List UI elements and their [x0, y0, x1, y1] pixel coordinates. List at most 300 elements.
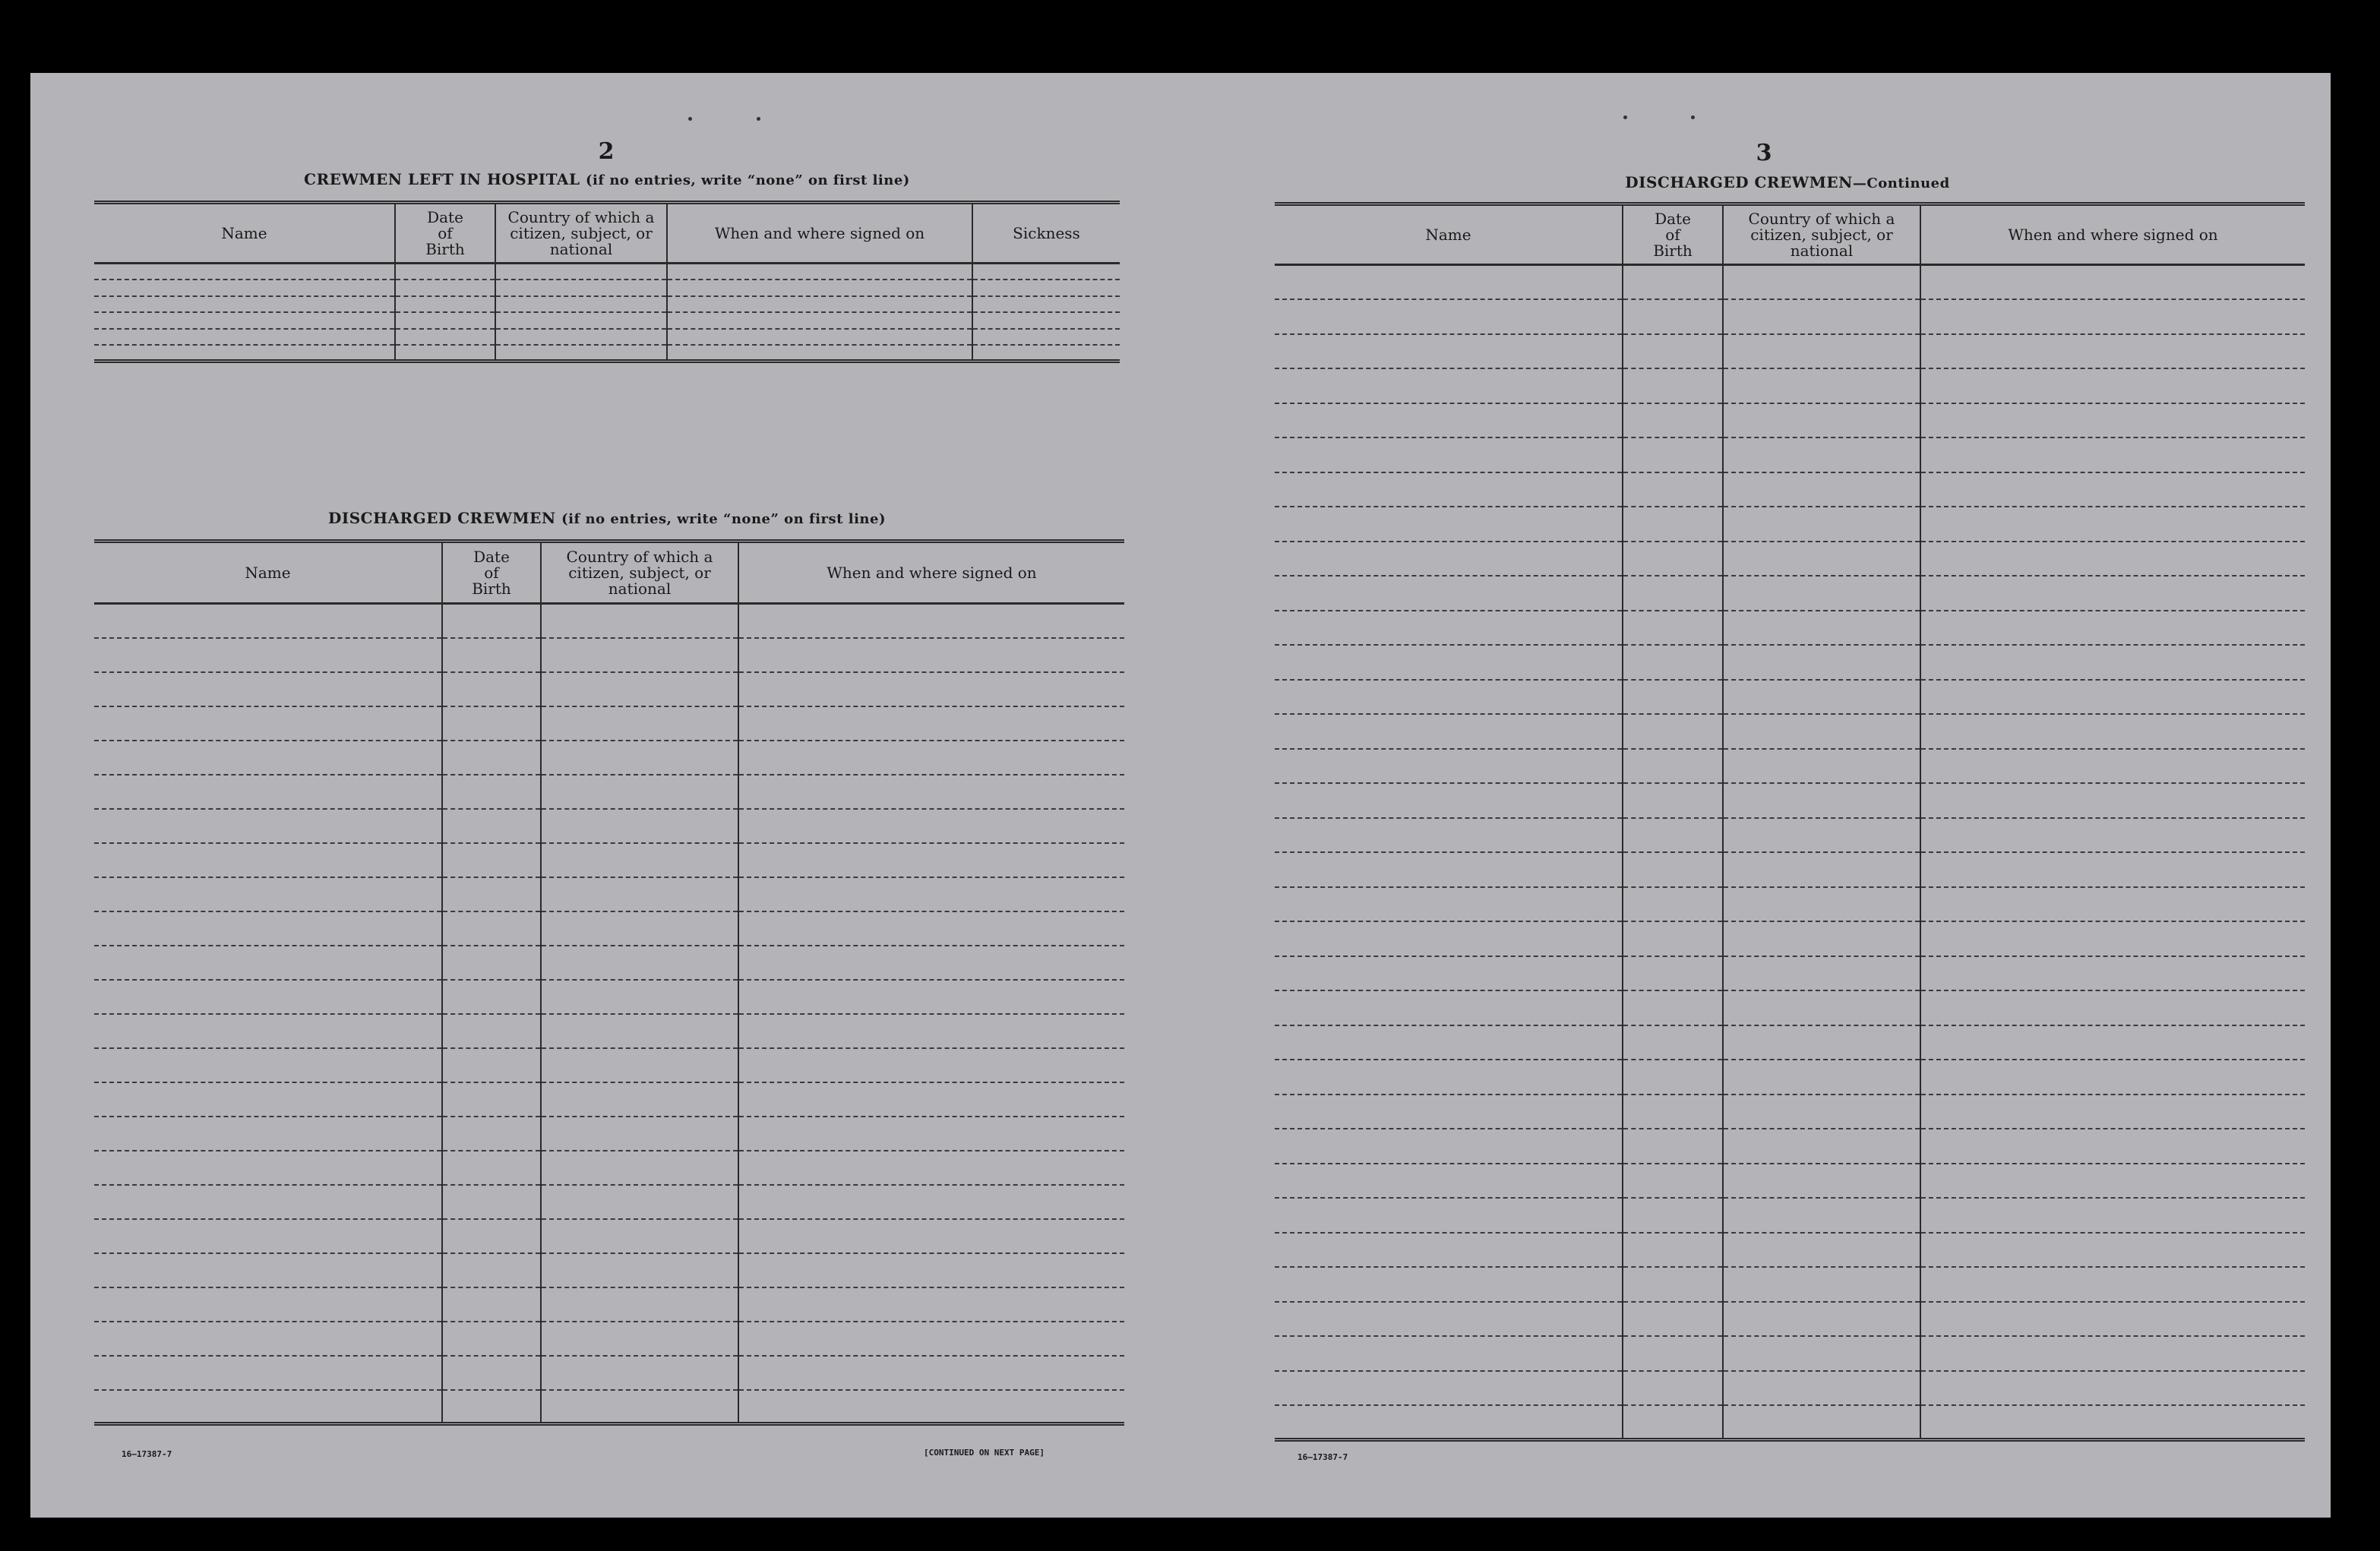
blank-entry-cell[interactable]	[94, 1082, 442, 1117]
blank-entry-cell[interactable]	[1275, 438, 1623, 472]
blank-entry-cell[interactable]	[94, 809, 442, 843]
blank-entry-cell[interactable]	[442, 1117, 541, 1151]
column-header: Country of which a citizen, subject, or national	[541, 542, 738, 604]
blank-entry-cell[interactable]	[395, 264, 495, 280]
blank-entry-cell[interactable]	[1275, 852, 1623, 887]
table-row	[94, 1390, 1124, 1424]
blank-entry-cell[interactable]	[1275, 334, 1623, 369]
blank-entry-cell[interactable]	[94, 312, 395, 329]
blank-entry-cell[interactable]	[442, 706, 541, 741]
blank-entry-cell[interactable]	[94, 264, 395, 280]
blank-entry-cell[interactable]	[1623, 299, 1723, 334]
blank-entry-cell[interactable]	[738, 911, 1124, 946]
blank-entry-cell[interactable]	[1623, 1060, 1723, 1095]
blank-entry-cell[interactable]	[1275, 1198, 1623, 1233]
blank-entry-cell[interactable]	[541, 1219, 738, 1253]
table-row	[1275, 403, 2305, 438]
blank-entry-cell[interactable]	[738, 1287, 1124, 1322]
blank-entry-cell[interactable]	[1920, 1095, 2305, 1129]
blank-entry-cell[interactable]	[738, 1185, 1124, 1219]
blank-entry-cell[interactable]	[1920, 334, 2305, 369]
blank-entry-cell[interactable]	[1275, 1060, 1623, 1095]
blank-entry-cell[interactable]	[442, 911, 541, 946]
blank-entry-cell[interactable]	[1275, 645, 1623, 680]
blank-entry-cell[interactable]	[1275, 921, 1623, 956]
blank-entry-cell[interactable]	[442, 1253, 541, 1287]
blank-entry-cell[interactable]	[395, 280, 495, 296]
blank-entry-cell[interactable]	[738, 1014, 1124, 1048]
blank-entry-cell[interactable]	[1723, 334, 1920, 369]
blank-entry-cell[interactable]	[1920, 1164, 2305, 1199]
blank-entry-cell[interactable]	[972, 329, 1120, 346]
blank-entry-cell[interactable]	[395, 345, 495, 362]
blank-entry-cell[interactable]	[541, 1287, 738, 1322]
blank-entry-cell[interactable]	[541, 1151, 738, 1185]
blank-entry-cell[interactable]	[442, 877, 541, 911]
blank-entry-cell[interactable]	[738, 980, 1124, 1014]
blank-entry-cell[interactable]	[1275, 749, 1623, 784]
blank-entry-cell[interactable]	[541, 1117, 738, 1151]
blank-entry-cell[interactable]	[738, 809, 1124, 843]
blank-entry-cell[interactable]	[1623, 680, 1723, 715]
table-row	[94, 741, 1124, 775]
blank-entry-cell[interactable]	[1920, 1060, 2305, 1095]
title-suffix: —Continued	[1852, 175, 1950, 191]
blank-entry-cell[interactable]	[738, 741, 1124, 775]
blank-entry-cell[interactable]	[1275, 818, 1623, 853]
blank-entry-cell[interactable]	[1920, 1302, 2305, 1337]
blank-entry-cell[interactable]	[442, 604, 541, 638]
blank-entry-cell[interactable]	[395, 329, 495, 346]
blank-entry-cell[interactable]	[1623, 265, 1723, 300]
blank-entry-cell[interactable]	[94, 280, 395, 296]
blank-entry-cell[interactable]	[541, 741, 738, 775]
blank-entry-cell[interactable]	[1275, 680, 1623, 715]
blank-entry-cell[interactable]	[94, 672, 442, 706]
blank-entry-cell[interactable]	[1623, 887, 1723, 922]
blank-entry-cell[interactable]	[1275, 299, 1623, 334]
blank-entry-cell[interactable]	[1623, 1302, 1723, 1337]
blank-entry-cell[interactable]	[1723, 645, 1920, 680]
blank-entry-cell[interactable]	[1275, 783, 1623, 818]
blank-entry-cell[interactable]	[1723, 852, 1920, 887]
blank-entry-cell[interactable]	[94, 1287, 442, 1322]
blank-entry-cell[interactable]	[1920, 783, 2305, 818]
blank-entry-cell[interactable]	[442, 1048, 541, 1082]
blank-entry-cell[interactable]	[541, 877, 738, 911]
blank-entry-cell[interactable]	[442, 672, 541, 706]
blank-entry-cell[interactable]	[1723, 576, 1920, 611]
blank-entry-cell[interactable]	[1623, 334, 1723, 369]
blank-entry-cell[interactable]	[94, 706, 442, 741]
table-row	[1275, 472, 2305, 507]
blank-entry-cell[interactable]	[667, 312, 972, 329]
discharged-continued-title	[1275, 173, 2300, 191]
blank-entry-cell[interactable]	[738, 1117, 1124, 1151]
blank-entry-cell[interactable]	[1723, 921, 1920, 956]
blank-entry-cell[interactable]	[1623, 818, 1723, 853]
blank-entry-cell[interactable]	[1275, 887, 1623, 922]
blank-entry-cell[interactable]	[541, 843, 738, 877]
blank-entry-cell[interactable]	[1920, 542, 2305, 576]
blank-entry-cell[interactable]	[1723, 990, 1920, 1025]
blank-entry-cell[interactable]	[1920, 299, 2305, 334]
table-row	[1275, 1371, 2305, 1406]
blank-entry-cell[interactable]	[1623, 783, 1723, 818]
section-heading: CREWMEN LEFT IN HOSPITAL	[304, 170, 580, 188]
blank-entry-cell[interactable]	[442, 1151, 541, 1185]
blank-entry-cell[interactable]	[1623, 438, 1723, 472]
blank-entry-cell[interactable]	[1623, 921, 1723, 956]
blank-entry-cell[interactable]	[1623, 542, 1723, 576]
blank-entry-cell[interactable]	[541, 1356, 738, 1390]
blank-entry-cell[interactable]	[442, 1287, 541, 1322]
blank-entry-cell[interactable]	[738, 775, 1124, 809]
table-row	[1275, 1025, 2305, 1060]
blank-entry-cell[interactable]	[1920, 921, 2305, 956]
blank-entry-cell[interactable]	[1275, 403, 1623, 438]
blank-entry-cell[interactable]	[541, 775, 738, 809]
blank-entry-cell[interactable]	[1920, 1405, 2305, 1440]
blank-entry-cell[interactable]	[1723, 680, 1920, 715]
blank-entry-cell[interactable]	[94, 345, 395, 362]
blank-entry-cell[interactable]	[1920, 887, 2305, 922]
blank-entry-cell[interactable]	[738, 946, 1124, 980]
blank-entry-cell[interactable]	[442, 775, 541, 809]
blank-entry-cell[interactable]	[1623, 749, 1723, 784]
blank-entry-cell[interactable]	[541, 1253, 738, 1287]
blank-entry-cell[interactable]	[442, 1219, 541, 1253]
blank-entry-cell[interactable]	[1623, 403, 1723, 438]
blank-entry-cell[interactable]	[1275, 1371, 1623, 1406]
blank-entry-cell[interactable]	[1275, 542, 1623, 576]
blank-entry-cell[interactable]	[495, 345, 667, 362]
table-row	[1275, 818, 2305, 853]
blank-entry-cell[interactable]	[495, 296, 667, 313]
blank-entry-cell[interactable]	[395, 296, 495, 313]
blank-entry-cell[interactable]	[541, 809, 738, 843]
blank-entry-cell[interactable]	[738, 706, 1124, 741]
blank-entry-cell[interactable]	[94, 741, 442, 775]
blank-entry-cell[interactable]	[1275, 265, 1623, 300]
blank-entry-cell[interactable]	[1723, 1060, 1920, 1095]
blank-entry-cell[interactable]	[94, 604, 442, 638]
blank-entry-cell[interactable]	[94, 1390, 442, 1424]
blank-entry-cell[interactable]	[1275, 576, 1623, 611]
blank-entry-cell[interactable]	[1623, 1371, 1723, 1406]
blank-entry-cell[interactable]	[1920, 990, 2305, 1025]
blank-entry-cell[interactable]	[1723, 1336, 1920, 1371]
table-row	[1275, 783, 2305, 818]
blank-entry-cell[interactable]	[541, 946, 738, 980]
blank-entry-cell[interactable]	[1275, 1336, 1623, 1371]
table-row	[94, 1219, 1124, 1253]
blank-entry-cell[interactable]	[1723, 1405, 1920, 1440]
blank-entry-cell[interactable]	[1275, 472, 1623, 507]
blank-entry-cell[interactable]	[738, 1151, 1124, 1185]
blank-entry-cell[interactable]	[94, 1219, 442, 1253]
blank-entry-cell[interactable]	[1723, 749, 1920, 784]
blank-entry-cell[interactable]	[1920, 1198, 2305, 1233]
blank-entry-cell[interactable]	[1920, 1129, 2305, 1164]
blank-entry-cell[interactable]	[1275, 1025, 1623, 1060]
page-number: 3	[1756, 140, 1772, 166]
blank-entry-cell[interactable]	[667, 296, 972, 313]
blank-entry-cell[interactable]	[94, 329, 395, 346]
blank-entry-cell[interactable]	[1623, 1164, 1723, 1199]
table-header-row	[94, 542, 1124, 604]
blank-entry-cell[interactable]	[94, 877, 442, 911]
blank-entry-cell[interactable]	[495, 280, 667, 296]
blank-entry-cell[interactable]	[1920, 265, 2305, 300]
blank-entry-cell[interactable]	[94, 1356, 442, 1390]
blank-entry-cell[interactable]	[667, 329, 972, 346]
blank-entry-cell[interactable]	[94, 1322, 442, 1356]
blank-entry-cell[interactable]	[1723, 887, 1920, 922]
blank-entry-cell[interactable]	[1623, 990, 1723, 1025]
blank-entry-cell[interactable]	[442, 1185, 541, 1219]
blank-entry-cell[interactable]	[1920, 1371, 2305, 1406]
blank-entry-cell[interactable]	[1623, 645, 1723, 680]
table-row	[1275, 507, 2305, 542]
punch-mark	[757, 117, 760, 121]
table-row	[94, 1117, 1124, 1151]
blank-entry-cell[interactable]	[1723, 368, 1920, 403]
blank-entry-cell[interactable]	[541, 1322, 738, 1356]
blank-entry-cell[interactable]	[541, 604, 738, 638]
blank-entry-cell[interactable]	[94, 1117, 442, 1151]
table-row	[1275, 368, 2305, 403]
blank-entry-cell[interactable]	[1275, 1302, 1623, 1337]
blank-entry-cell[interactable]	[667, 345, 972, 362]
blank-entry-cell[interactable]	[667, 264, 972, 280]
punch-mark	[688, 117, 692, 121]
blank-entry-cell[interactable]	[1920, 1267, 2305, 1302]
blank-entry-cell[interactable]	[1623, 611, 1723, 646]
blank-entry-cell[interactable]	[1723, 1371, 1920, 1406]
blank-entry-cell[interactable]	[1275, 714, 1623, 749]
blank-entry-cell[interactable]	[541, 1185, 738, 1219]
blank-entry-cell[interactable]	[442, 638, 541, 672]
blank-entry-cell[interactable]	[1723, 472, 1920, 507]
blank-entry-cell[interactable]	[1723, 1164, 1920, 1199]
blank-entry-cell[interactable]	[1920, 714, 2305, 749]
blank-entry-cell[interactable]	[1275, 1405, 1623, 1440]
blank-entry-cell[interactable]	[541, 1048, 738, 1082]
blank-entry-cell[interactable]	[1920, 645, 2305, 680]
blank-entry-cell[interactable]	[1623, 714, 1723, 749]
blank-entry-cell[interactable]	[972, 296, 1120, 313]
blank-entry-cell[interactable]	[1275, 990, 1623, 1025]
blank-entry-cell[interactable]	[495, 312, 667, 329]
blank-entry-cell[interactable]	[1623, 368, 1723, 403]
table-row	[1275, 1405, 2305, 1440]
blank-entry-cell[interactable]	[442, 946, 541, 980]
blank-entry-cell[interactable]	[94, 843, 442, 877]
blank-entry-cell[interactable]	[738, 1356, 1124, 1390]
column-header: When and where signed on	[738, 542, 1124, 604]
blank-entry-cell[interactable]	[1723, 956, 1920, 991]
blank-entry-cell[interactable]	[1623, 1267, 1723, 1302]
table-row	[1275, 334, 2305, 369]
blank-entry-cell[interactable]	[1275, 507, 1623, 542]
blank-entry-cell[interactable]	[1275, 1267, 1623, 1302]
blank-entry-cell[interactable]	[94, 1253, 442, 1287]
column-header: Name	[94, 542, 442, 604]
blank-entry-cell[interactable]	[1723, 1267, 1920, 1302]
blank-entry-cell[interactable]	[1920, 680, 2305, 715]
blank-entry-cell[interactable]	[1623, 852, 1723, 887]
blank-entry-cell[interactable]	[1623, 472, 1723, 507]
blank-entry-cell[interactable]	[1920, 1336, 2305, 1371]
table-row	[1275, 1060, 2305, 1095]
blank-entry-cell[interactable]	[1920, 956, 2305, 991]
blank-entry-cell[interactable]	[94, 1048, 442, 1082]
blank-entry-cell[interactable]	[972, 280, 1120, 296]
blank-entry-cell[interactable]	[1275, 368, 1623, 403]
blank-entry-cell[interactable]	[738, 1322, 1124, 1356]
blank-entry-cell[interactable]	[738, 877, 1124, 911]
blank-entry-cell[interactable]	[541, 638, 738, 672]
blank-entry-cell[interactable]	[738, 1048, 1124, 1082]
blank-entry-cell[interactable]	[972, 345, 1120, 362]
blank-entry-cell[interactable]	[1723, 1198, 1920, 1233]
table-row	[1275, 921, 2305, 956]
blank-entry-cell[interactable]	[738, 1219, 1124, 1253]
blank-entry-cell[interactable]	[1723, 438, 1920, 472]
blank-entry-cell[interactable]	[442, 1082, 541, 1117]
blank-entry-cell[interactable]	[1623, 1405, 1723, 1440]
blank-entry-cell[interactable]	[1920, 611, 2305, 646]
blank-entry-cell[interactable]	[495, 329, 667, 346]
table-row	[94, 604, 1124, 638]
blank-entry-cell[interactable]	[94, 1014, 442, 1048]
blank-entry-cell[interactable]	[1723, 299, 1920, 334]
blank-entry-cell[interactable]	[541, 980, 738, 1014]
form-number: 16—17387-7	[122, 1449, 172, 1459]
blank-entry-cell[interactable]	[1623, 576, 1723, 611]
table-row	[1275, 749, 2305, 784]
blank-entry-cell[interactable]	[1723, 1025, 1920, 1060]
blank-entry-cell[interactable]	[1920, 438, 2305, 472]
blank-entry-cell[interactable]	[1623, 507, 1723, 542]
blank-entry-cell[interactable]	[1920, 1025, 2305, 1060]
blank-entry-cell[interactable]	[1920, 507, 2305, 542]
table-row	[94, 775, 1124, 809]
blank-entry-cell[interactable]	[1623, 1336, 1723, 1371]
table-row	[94, 1253, 1124, 1287]
blank-entry-cell[interactable]	[541, 1014, 738, 1048]
blank-entry-cell[interactable]	[1920, 472, 2305, 507]
blank-entry-cell[interactable]	[442, 980, 541, 1014]
blank-entry-cell[interactable]	[1275, 956, 1623, 991]
blank-entry-cell[interactable]	[442, 843, 541, 877]
table-row	[94, 264, 1120, 280]
blank-entry-cell[interactable]	[1723, 1233, 1920, 1268]
blank-entry-cell[interactable]	[442, 1322, 541, 1356]
blank-entry-cell[interactable]	[972, 264, 1120, 280]
table-row	[1275, 576, 2305, 611]
blank-entry-cell[interactable]	[442, 1390, 541, 1424]
blank-entry-cell[interactable]	[1275, 1233, 1623, 1268]
blank-entry-cell[interactable]	[1275, 1095, 1623, 1129]
blank-entry-cell[interactable]	[1920, 403, 2305, 438]
blank-entry-cell[interactable]	[541, 672, 738, 706]
blank-entry-cell[interactable]	[1723, 507, 1920, 542]
blank-entry-cell[interactable]	[442, 809, 541, 843]
blank-entry-cell[interactable]	[1275, 1164, 1623, 1199]
blank-entry-cell[interactable]	[94, 911, 442, 946]
blank-entry-cell[interactable]	[1920, 576, 2305, 611]
blank-entry-cell[interactable]	[1723, 1095, 1920, 1129]
blank-entry-cell[interactable]	[94, 946, 442, 980]
blank-entry-cell[interactable]	[94, 638, 442, 672]
blank-entry-cell[interactable]	[1920, 818, 2305, 853]
blank-entry-cell[interactable]	[94, 296, 395, 313]
blank-entry-cell[interactable]	[738, 604, 1124, 638]
blank-entry-cell[interactable]	[1623, 1233, 1723, 1268]
blank-entry-cell[interactable]	[541, 706, 738, 741]
blank-entry-cell[interactable]	[1723, 403, 1920, 438]
table-row	[94, 877, 1124, 911]
blank-entry-cell[interactable]	[541, 1082, 738, 1117]
blank-entry-cell[interactable]	[1623, 1129, 1723, 1164]
blank-entry-cell[interactable]	[94, 775, 442, 809]
table-row	[94, 280, 1120, 296]
blank-entry-cell[interactable]	[1723, 714, 1920, 749]
blank-entry-cell[interactable]	[1723, 783, 1920, 818]
blank-entry-cell[interactable]	[94, 1185, 442, 1219]
blank-entry-cell[interactable]	[1723, 542, 1920, 576]
blank-entry-cell[interactable]	[1275, 611, 1623, 646]
table-row	[94, 329, 1120, 346]
blank-entry-cell[interactable]	[667, 280, 972, 296]
blank-entry-cell[interactable]	[1723, 611, 1920, 646]
blank-entry-cell[interactable]	[1623, 1025, 1723, 1060]
blank-entry-cell[interactable]	[442, 1356, 541, 1390]
blank-entry-cell[interactable]	[1723, 1302, 1920, 1337]
blank-entry-cell[interactable]	[1920, 368, 2305, 403]
blank-entry-cell[interactable]	[738, 1082, 1124, 1117]
blank-entry-cell[interactable]	[1920, 749, 2305, 784]
blank-entry-cell[interactable]	[1723, 1129, 1920, 1164]
blank-entry-cell[interactable]	[94, 1151, 442, 1185]
blank-entry-cell[interactable]	[1623, 1198, 1723, 1233]
blank-entry-cell[interactable]	[738, 1253, 1124, 1287]
blank-entry-cell[interactable]	[1623, 1095, 1723, 1129]
blank-entry-cell[interactable]	[541, 911, 738, 946]
blank-entry-cell[interactable]	[94, 980, 442, 1014]
blank-entry-cell[interactable]	[1920, 1233, 2305, 1268]
blank-entry-cell[interactable]	[738, 843, 1124, 877]
blank-entry-cell[interactable]	[738, 638, 1124, 672]
blank-entry-cell[interactable]	[1723, 265, 1920, 300]
blank-entry-cell[interactable]	[395, 312, 495, 329]
form-paper	[30, 73, 2331, 1518]
blank-entry-cell[interactable]	[972, 312, 1120, 329]
blank-entry-cell[interactable]	[1275, 1129, 1623, 1164]
table-row	[94, 1151, 1124, 1185]
blank-entry-cell[interactable]	[738, 672, 1124, 706]
blank-entry-cell[interactable]	[1920, 852, 2305, 887]
blank-entry-cell[interactable]	[442, 741, 541, 775]
blank-entry-cell[interactable]	[738, 1390, 1124, 1424]
blank-entry-cell[interactable]	[541, 1390, 738, 1424]
blank-entry-cell[interactable]	[1623, 956, 1723, 991]
blank-entry-cell[interactable]	[442, 1014, 541, 1048]
blank-entry-cell[interactable]	[495, 264, 667, 280]
blank-entry-cell[interactable]	[1723, 818, 1920, 853]
